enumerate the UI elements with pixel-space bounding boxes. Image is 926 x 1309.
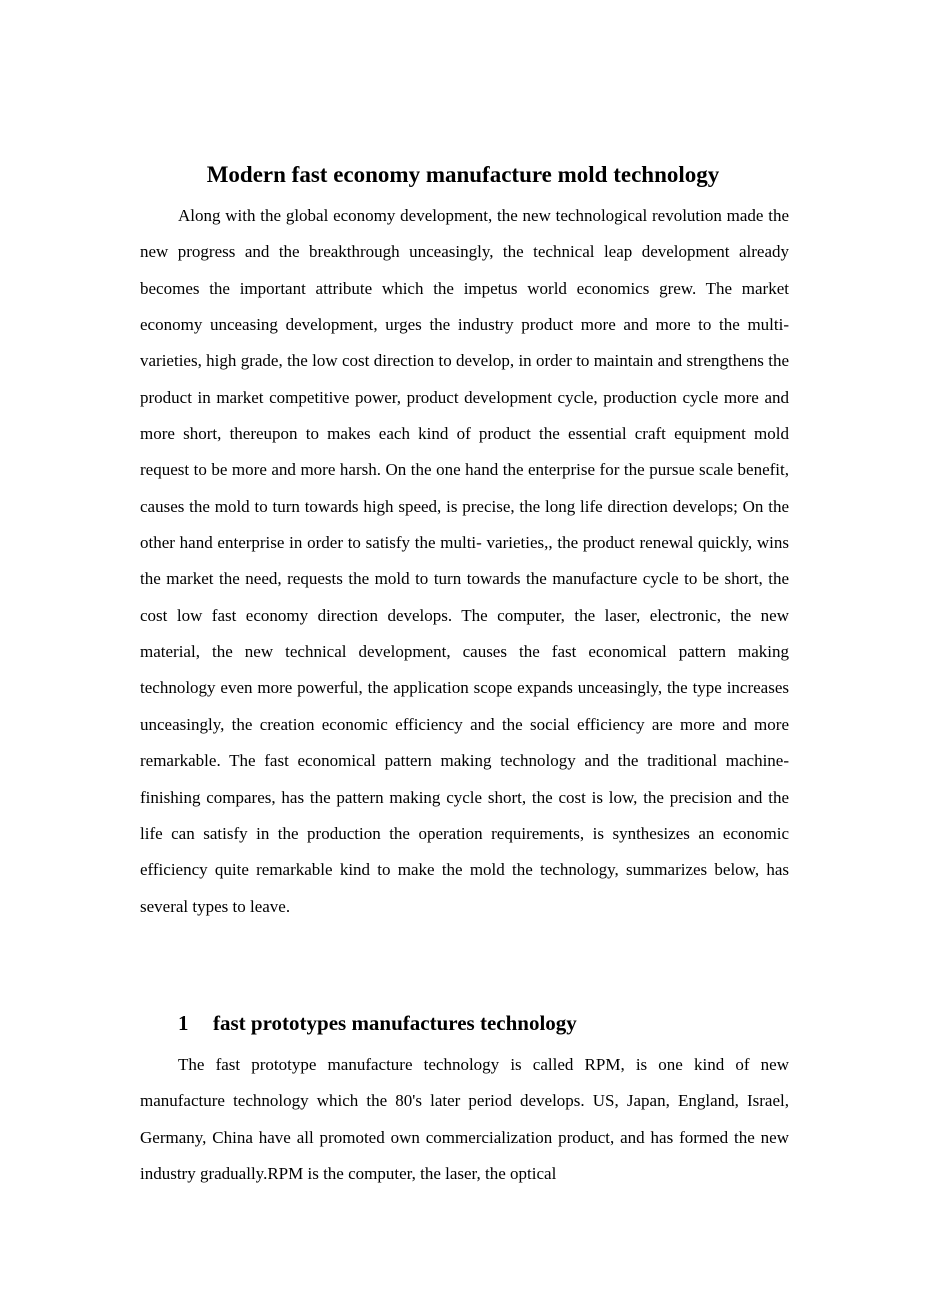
section-1-heading-text: fast prototypes manufactures technology	[213, 1011, 577, 1035]
section-1-number: 1	[178, 1011, 189, 1035]
section-1-heading	[178, 1006, 577, 1040]
intro-paragraph: Along with the global economy development, the new technological revolution made the new progress and the breakthrough unceasingly, the technical leap development already becomes the important attribute which the impetus world economics grew. The market economy unceasing development, urges the industry product more and more to the multi- varieties, high grade, the low cost direction to develop, in order to maintain and strengthens the product in market competitive power, product development cycle, production cycle more and more short, thereupon to makes each kind of product the essential craft equipment mold request to be more and more harsh. On the one hand the enterprise for the pursue scale benefit, causes the mold to turn towards high speed, is precise, the long life direction develops; On the other hand enterprise in order to satisfy the multi- varieties,, the product renewal quickly, wins the market the need, requests the mold to turn towards the manufacture cycle to be short, the cost low fast economy direction develops. The computer, the laser, electronic, the new material, the new technical development, causes the fast economical pattern making technology even more powerful, the application scope expands unceasingly, the type increases unceasingly, the creation economic efficiency and the social efficiency are more and more remarkable. The fast economical pattern making technology and the traditional machine-finishing compares, has the pattern making cycle short, the cost is low, the precision and the life can satisfy in the production the operation requirements, is synthesizes an economic efficiency quite remarkable kind to make the mold the technology, summarizes below, has several types to leave.	[140, 206, 789, 916]
section-1-paragraph: The fast prototype manufacture technology is called RPM, is one kind of new manufacture technology which the 80's later period develops. US, Japan, England, Israel, Germany, China have all promoted own commercialization product, and has formed the new industry gradually.RPM is the computer, the laser, the optical	[140, 1055, 789, 1184]
document-title: Modern fast economy manufacture mold technology	[206, 162, 720, 187]
